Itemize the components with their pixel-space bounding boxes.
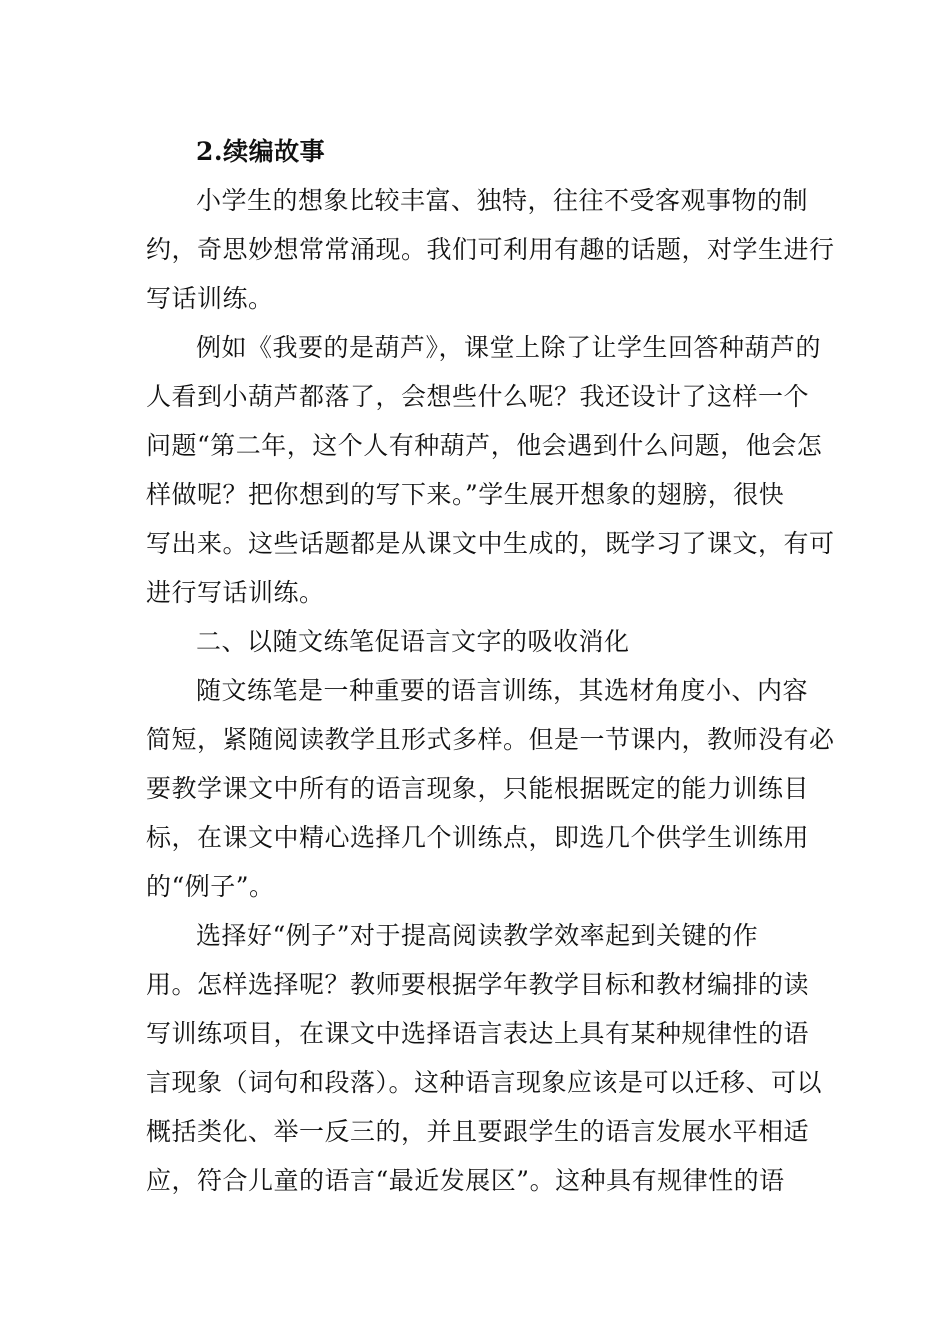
paragraph-line: 的“例子”。 [146,872,275,901]
paragraph-line: 小学生的想象比较丰富、独特，往往不受客观事物的制 [196,186,809,215]
paragraph-line: 问题“第二年，这个人有种葫芦，他会遇到什么问题，他会怎 [146,431,823,460]
paragraph-line: 标，在课文中精心选择几个训练点，即选几个供学生训练用 [146,823,810,852]
paragraph-line: 人看到小葫芦都落了，会想些什么呢？我还设计了这样一个 [146,382,810,411]
paragraph-line: 样做呢？把你想到的写下来。”学生展开想象的翅膀，很快 [146,480,785,509]
paragraph-line: 例如《我要的是葫芦》，课堂上除了让学生回答种葫芦的 [196,333,822,362]
section-heading: 2.续编故事 [196,137,326,166]
paragraph-line: 用。怎样选择呢？教师要根据学年教学目标和教材编排的读 [146,970,810,999]
paragraph-line: 写话训练。 [146,284,274,313]
paragraph-line: 写出来。这些话题都是从课文中生成的，既学习了课文，有可 [146,529,835,558]
paragraph-line: 约，奇思妙想常常涌现。我们可利用有趣的话题，对学生进行 [146,235,835,264]
document-body [146,127,835,1205]
paragraph-line: 进行写话训练。 [146,578,325,607]
paragraph-line: 简短，紧随阅读教学且形式多样。但是一节课内，教师没有必 [146,725,835,754]
paragraph-line: 选择好“例子”对于提高阅读教学效率起到关键的作 [196,921,759,950]
paragraph-line: 应，符合儿童的语言“最近发展区”。这种具有规律性的语 [146,1166,785,1195]
paragraph-line: 概括类化、举一反三的，并且要跟学生的语言发展水平相适 [146,1117,810,1146]
section-heading: 二、以随文练笔促语言文字的吸收消化 [196,627,630,656]
paragraph-line: 言现象（词句和段落）。这种语言现象应该是可以迁移、可以 [146,1068,823,1097]
paragraph-line: 随文练笔是一种重要的语言训练，其选材角度小、内容 [196,676,809,705]
paragraph-line: 要教学课文中所有的语言现象，只能根据既定的能力训练目 [146,774,810,803]
paragraph-line: 写训练项目，在课文中选择语言表达上具有某种规律性的语 [146,1019,810,1048]
